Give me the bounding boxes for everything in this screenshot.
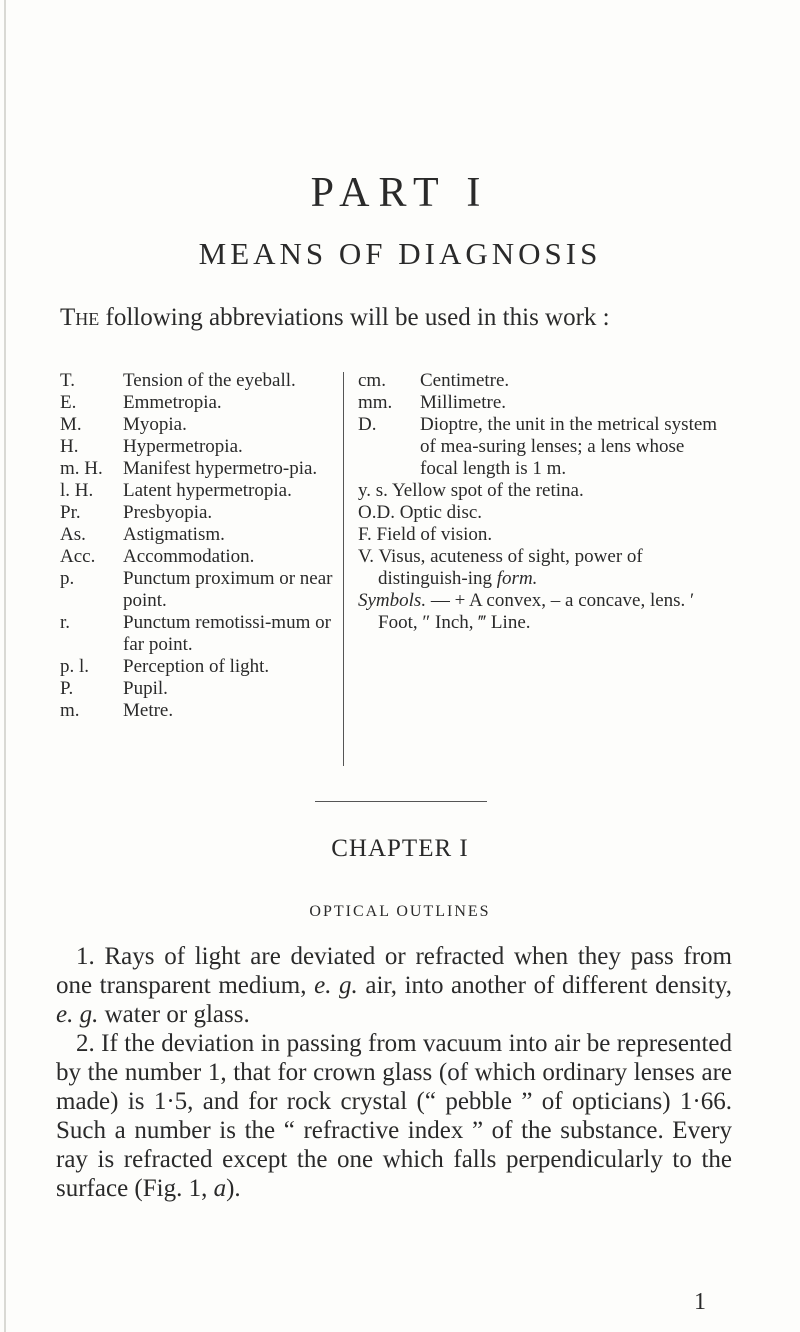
abbr-definition: Tension of the eyeball. (123, 370, 296, 391)
abbr-definition: Manifest hypermetro-pia. (123, 458, 318, 479)
abbr-definition: Millimetre. (420, 392, 507, 413)
abbr-term: m. (60, 700, 80, 721)
abbr-definition: Presbyopia. (123, 502, 213, 523)
abbr-term: y. s. (358, 480, 388, 501)
abbr-definition: Accommodation. (123, 546, 255, 567)
abbr-term: p. l. (60, 656, 90, 677)
abbr-row (60, 414, 340, 436)
means-title: MEANS OF DIAGNOSIS (198, 236, 602, 271)
abbr-row (358, 414, 718, 480)
abbr-row (60, 502, 340, 524)
abbr-row (60, 678, 340, 700)
abbr-definition: Dioptre, the unit in the metrical system of mea-suring lenses; a lens whose focal length is 1 m. (420, 414, 718, 479)
abbr-term: D. (358, 414, 377, 435)
section-divider (315, 801, 487, 802)
abbr-row (60, 656, 340, 678)
abbr-row (60, 436, 340, 458)
symbols-note (358, 590, 718, 634)
paragraph-1-eg-1: e. g. (314, 972, 358, 999)
abbr-definition: Yellow spot of the retina. (391, 480, 584, 501)
figure-letter: a (213, 1175, 227, 1202)
abbr-term: F. (358, 524, 372, 545)
abbr-term: Acc. (60, 546, 96, 567)
abbr-definition: Latent hypermetropia. (123, 480, 292, 501)
abbr-row (60, 700, 340, 722)
body-text (56, 942, 732, 1203)
abbr-row (60, 524, 340, 546)
abbr-definition: Emmetropia. (123, 392, 222, 413)
paragraph-1-part-b: air, into another of different density, (365, 972, 733, 999)
abbr-term: T. (60, 370, 75, 391)
paragraph-1 (56, 942, 732, 1029)
abbr-row (60, 392, 340, 414)
abbr-row (358, 502, 718, 524)
part-title: PART I (310, 170, 490, 216)
abbr-term: mm. (358, 392, 393, 413)
abbr-definition: Myopia. (123, 414, 187, 435)
paragraph-1-part-a: 1. Rays of light are deviated or refracted when they pass from one transparent medium, (56, 943, 732, 999)
abbr-term: m. H. (60, 458, 103, 479)
abbr-row (60, 480, 340, 502)
paragraph-1-eg-2: e. g. (56, 1001, 99, 1028)
abbr-row (358, 546, 718, 590)
paragraph-2-tail: ). (226, 1175, 241, 1202)
paragraph-2-text: 2. If the deviation in passing from vacuum into air be represented by the number 1, that for crown glass (of which ordinary lenses are made) is 1·5, and for rock crystal (“ pebble ” of opticians) 1·66. Such a number is the “ refractive index ” of the substance. Every ray is refracted except the one which falls perpendicularly to the surface (Fig. 1, (56, 1030, 732, 1202)
abbr-term: r. (60, 612, 71, 633)
abbr-definition: Field of vision. (376, 524, 493, 545)
abbr-definition: Perception of light. (123, 656, 270, 677)
paragraph-2 (56, 1029, 732, 1203)
symbols-text: — + A convex, – a concave, lens. ′ Foot, ″ Inch, ‴ Line. (378, 590, 695, 633)
abbr-row (60, 568, 340, 612)
abbr-row (358, 392, 718, 414)
abbr-definition: Visus, acuteness of sight, power of distinguish-ing (378, 546, 643, 589)
abbr-term: l. H. (60, 480, 94, 501)
abbr-term: cm. (358, 370, 386, 391)
abbr-term: p. (60, 568, 75, 589)
abbr-term: Pr. (60, 502, 81, 523)
abbr-definition: Optic disc. (399, 502, 483, 523)
abbr-term: P. (60, 678, 74, 699)
intro-lead: The (60, 304, 100, 331)
abbr-term: E. (60, 392, 77, 413)
abbr-definition-italic: form. (496, 568, 538, 589)
section-title: OPTICAL OUTLINES (309, 903, 491, 920)
abbr-row (60, 612, 340, 656)
abbr-definition: Astigmatism. (123, 524, 225, 545)
abbr-term: H. (60, 436, 79, 457)
abbr-definition: Metre. (123, 700, 174, 721)
abbreviations-left-column (60, 370, 340, 722)
abbr-row (60, 370, 340, 392)
intro-rest: following abbreviations will be used in this work : (99, 304, 610, 331)
abbr-term: As. (60, 524, 86, 545)
abbr-row (60, 458, 340, 480)
abbr-row (358, 524, 718, 546)
intro-paragraph (60, 302, 730, 334)
abbr-row (60, 546, 340, 568)
abbr-row (358, 480, 718, 502)
abbr-definition: Hypermetropia. (123, 436, 243, 457)
abbreviations-right-column (358, 370, 718, 634)
chapter-title: CHAPTER I (331, 835, 469, 862)
abbr-term: V. (358, 546, 375, 567)
abbr-term: O.D. (358, 502, 395, 523)
abbr-term: M. (60, 414, 82, 435)
abbr-definition: Punctum proximum or near point. (123, 568, 333, 611)
column-divider (343, 372, 344, 766)
abbr-row (358, 370, 718, 392)
abbr-definition: Centimetre. (420, 370, 510, 391)
abbr-definition: Pupil. (123, 678, 168, 699)
page-number: 1 (694, 1289, 706, 1315)
abbr-definition: Punctum remotissi-mum or far point. (123, 612, 331, 655)
paragraph-1-part-c: water or glass. (104, 1001, 250, 1028)
symbols-label: Symbols. (358, 590, 427, 611)
